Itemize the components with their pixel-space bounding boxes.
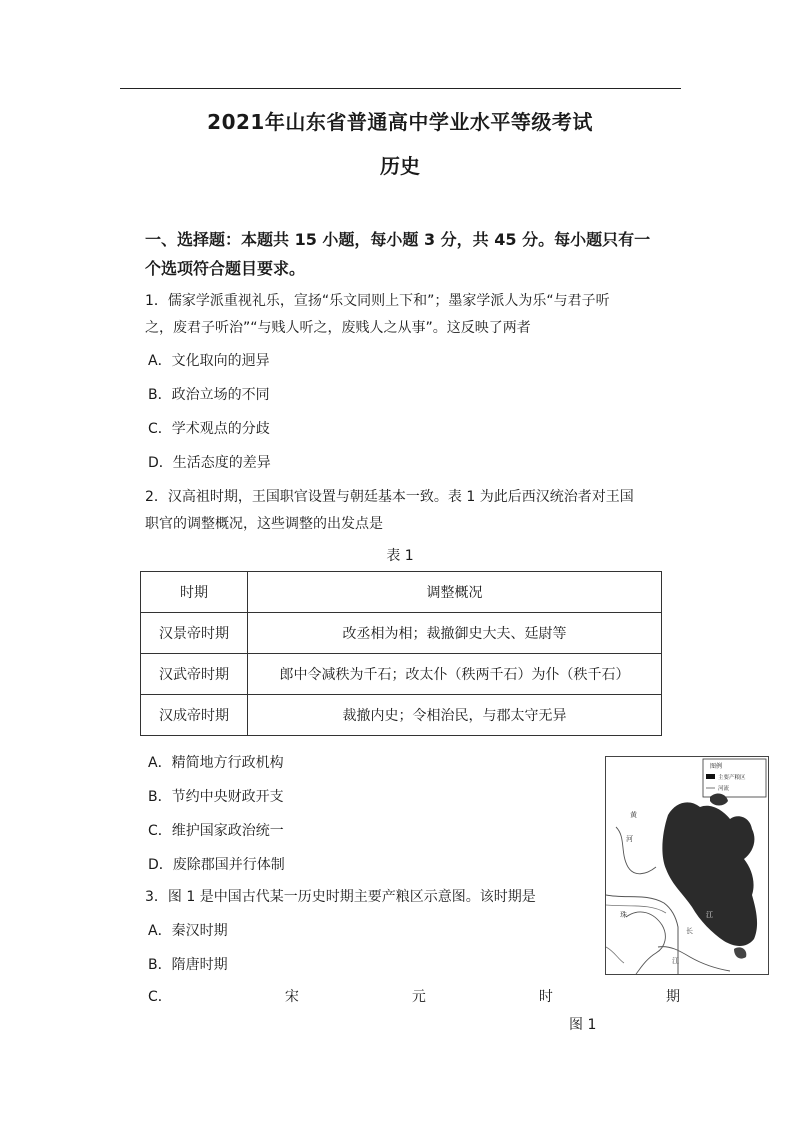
q2-option-b: B．节约中央财政开支: [148, 789, 284, 805]
table-cell-adjustment: 裁撤内史；令相治民，与郡太守无异: [248, 695, 662, 736]
q1-stem-line2: 之，废君子听治”“与贱人听之，废贱人之从事”。这反映了两者: [145, 320, 531, 336]
q3-stem-line1: 3．图 1 是中国古代某一历史时期主要产粮区示意图。该时期是: [145, 889, 536, 905]
q1-option-d: D．生活态度的差异: [148, 455, 271, 471]
q3-option-c-char: 宋: [284, 989, 299, 1005]
map-label: 珠: [620, 911, 627, 919]
q2-option-c: C．维护国家政治统一: [148, 823, 284, 839]
q3-option-c-char: 元: [411, 989, 426, 1005]
legend-label-region: 主要产粮区: [718, 775, 746, 781]
legend-title: 图例: [710, 763, 723, 770]
map-label: 河: [626, 835, 633, 843]
q2-option-a: A．精简地方行政机构: [148, 755, 284, 771]
table-row: [141, 613, 662, 654]
q2-stem-line2: 职官的调整概况，这些调整的出发点是: [145, 516, 383, 532]
section-heading-line2: 个选项符合题目要求。: [145, 259, 306, 278]
yellow-river: [616, 827, 656, 874]
q2-option-d: D．废除郡国并行体制: [148, 857, 285, 873]
q1-stem-line1: 1．儒家学派重视礼乐，宣扬“乐文同则上下和”；墨家学派人为乐“与君子听: [145, 293, 610, 309]
legend-swatch-region: [706, 774, 715, 779]
q1-option-b: B．政治立场的不同: [148, 387, 270, 403]
q3-option-a: A．秦汉时期: [148, 923, 228, 939]
exam-title: 2021年山东省普通高中学业水平等级考试: [207, 110, 593, 134]
q3-option-c: [148, 986, 680, 1006]
table-cell-period: 汉成帝时期: [141, 695, 248, 736]
q3-option-c-label: C．: [148, 989, 172, 1005]
subject-title: 历史: [380, 154, 420, 178]
q1-option-c: C．学术观点的分歧: [148, 421, 270, 437]
grain-region-south: [734, 947, 746, 958]
table-header-row: [141, 572, 662, 613]
legend-label-river: 河流: [718, 786, 730, 792]
table-cell-adjustment: 郎中令减秩为千石；改太仆（秩两千石）为仆（秩千石）: [248, 654, 662, 695]
q2-stem-line1: 2．汉高祖时期，王国职官设置与朝廷基本一致。表 1 为此后西汉统治者对王国: [145, 489, 634, 505]
border-line: [606, 905, 666, 913]
table-header-period: 时期: [141, 572, 248, 613]
q3-option-b: B．隋唐时期: [148, 957, 228, 973]
map-label: 长: [686, 927, 693, 935]
coastline-west: [606, 895, 678, 974]
section-heading-line1: 一、选择题：本题共 15 小题，每小题 3 分，共 45 分。每小题只有一: [145, 230, 651, 249]
yangtze-river: [658, 947, 730, 971]
top-rule: [120, 88, 681, 89]
figure-caption: 图 1: [569, 1017, 597, 1033]
table-caption: 表 1: [386, 548, 414, 564]
map-label: 江: [672, 957, 679, 965]
table-row: [141, 654, 662, 695]
map-label: 江: [706, 911, 713, 919]
table-row: [141, 695, 662, 736]
river-south: [626, 912, 665, 974]
map-label: 黄: [630, 811, 637, 819]
map-svg: [606, 757, 768, 974]
table-cell-adjustment: 改丞相为相；裁撤御史大夫、廷尉等: [248, 613, 662, 654]
adjustment-table: [140, 571, 662, 736]
river-west: [606, 947, 624, 963]
q1-option-a: A．文化取向的迥异: [148, 353, 270, 369]
grain-region-main: [662, 802, 757, 946]
table-header-adjustment: 调整概况: [248, 572, 662, 613]
grain-region-map: [605, 756, 769, 975]
q3-option-c-char: 时: [538, 989, 553, 1005]
table-cell-period: 汉武帝时期: [141, 654, 248, 695]
q3-option-c-char: 期: [665, 989, 680, 1005]
table-cell-period: 汉景帝时期: [141, 613, 248, 654]
